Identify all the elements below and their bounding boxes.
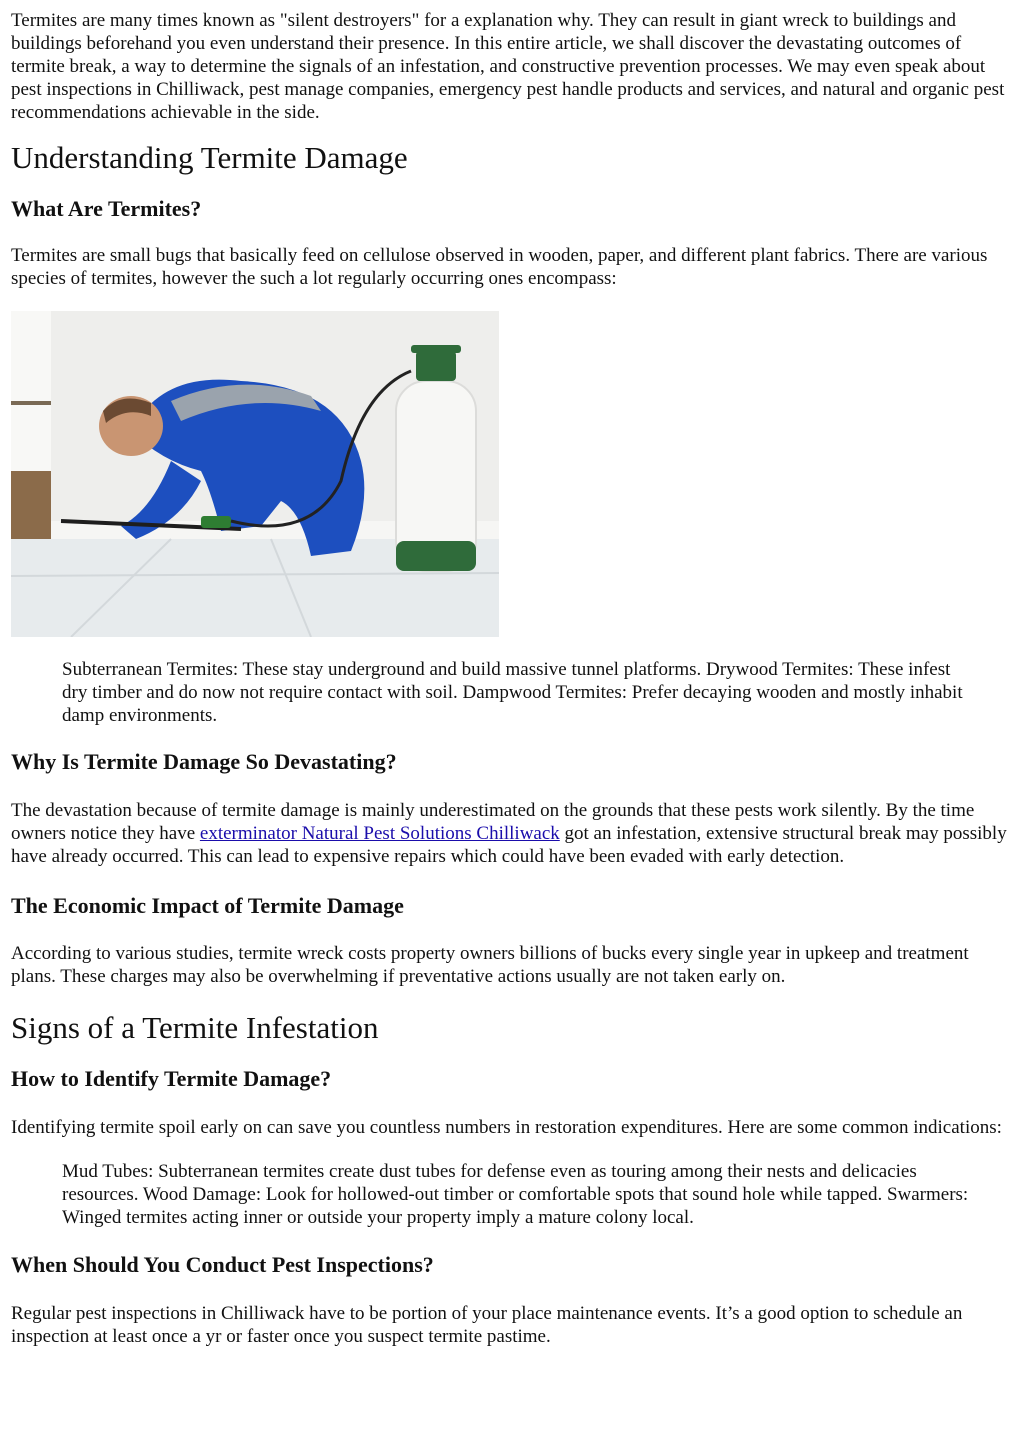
what-are-termites-paragraph: Termites are small bugs that basically feed on cellulose observed in wooden, paper, and different plant fabrics. There are various species of termites, however the such a lot regularly occurring ones encompass: bbox=[11, 245, 988, 289]
heading-why-devastating: Why Is Termite Damage So Devastating? bbox=[11, 749, 397, 774]
termite-species-list: Subterranean Termites: These stay underground and build massive tunnel platforms. Drywood Termites: These infest dry timber and do now not require contact with soil. Dampwood Termites: Prefer decaying wooden and mostly inhabit damp environments. bbox=[62, 659, 963, 726]
exterminator-link[interactable]: exterminator Natural Pest Solutions Chilliwack bbox=[199, 823, 560, 844]
heading-economic-impact: The Economic Impact of Termite Damage bbox=[11, 893, 404, 918]
why-devastating-paragraph bbox=[11, 799, 1010, 868]
heading-what-are-termites: What Are Termites? bbox=[11, 196, 202, 221]
section-title-understanding: Understanding Termite Damage bbox=[11, 140, 408, 175]
heading-pest-inspections: When Should You Conduct Pest Inspections? bbox=[11, 1252, 434, 1277]
heading-identify-damage: How to Identify Termite Damage? bbox=[11, 1066, 332, 1091]
pest-technician-illustration bbox=[11, 311, 499, 637]
intro-paragraph: Termites are many times known as "silent destroyers" for a explanation why. They can result in giant wreck to buildings and buildings beforehand you even understand their presence. In this entire article, we shall discover the devastating outcomes of termite break, a way to determine the signals of an infestation, and constructive prevention processes. We may even speak about pest inspections in Chilliwack, pest manage companies, emergency pest handle products and services, and natural and organic pest recommendations achievable in the side. bbox=[11, 10, 1005, 123]
economic-impact-paragraph: According to various studies, termite wreck costs property owners billions of bucks every single year in upkeep and treatment plans. These charges may also be overwhelming if preventative actions usually are not taken early on. bbox=[11, 943, 969, 987]
why-text-before: The devastation because of termite damage is mainly underestimated on the grounds that these pests work silently. By the time owners notice they have bbox=[11, 800, 975, 844]
infestation-signs-list: Mud Tubes: Subterranean termites create dust tubes for defense even as touring among their nests and delicacies resources. Wood Damage: Look for hollowed-out timber or comfortable spots that sound hole while tapped. Swarmers: Winged termites acting inner or outside your property imply a mature colony local. bbox=[62, 1161, 969, 1228]
pest-technician-photo bbox=[11, 311, 499, 637]
pest-inspections-paragraph: Regular pest inspections in Chilliwack have to be portion of your place maintenance events. It’s a good option to schedule an inspection at least once a yr or faster once you suspect termite pastime. bbox=[11, 1303, 963, 1347]
identify-damage-paragraph: Identifying termite spoil early on can save you countless numbers in restoration expenditures. Here are some common indications: bbox=[11, 1117, 1002, 1138]
section-title-signs: Signs of a Termite Infestation bbox=[11, 1010, 379, 1045]
why-text-after: got an infestation, extensive structural break may possibly have already occurred. This can lead to expensive repairs which could have been evaded with early detection. bbox=[11, 823, 1007, 867]
